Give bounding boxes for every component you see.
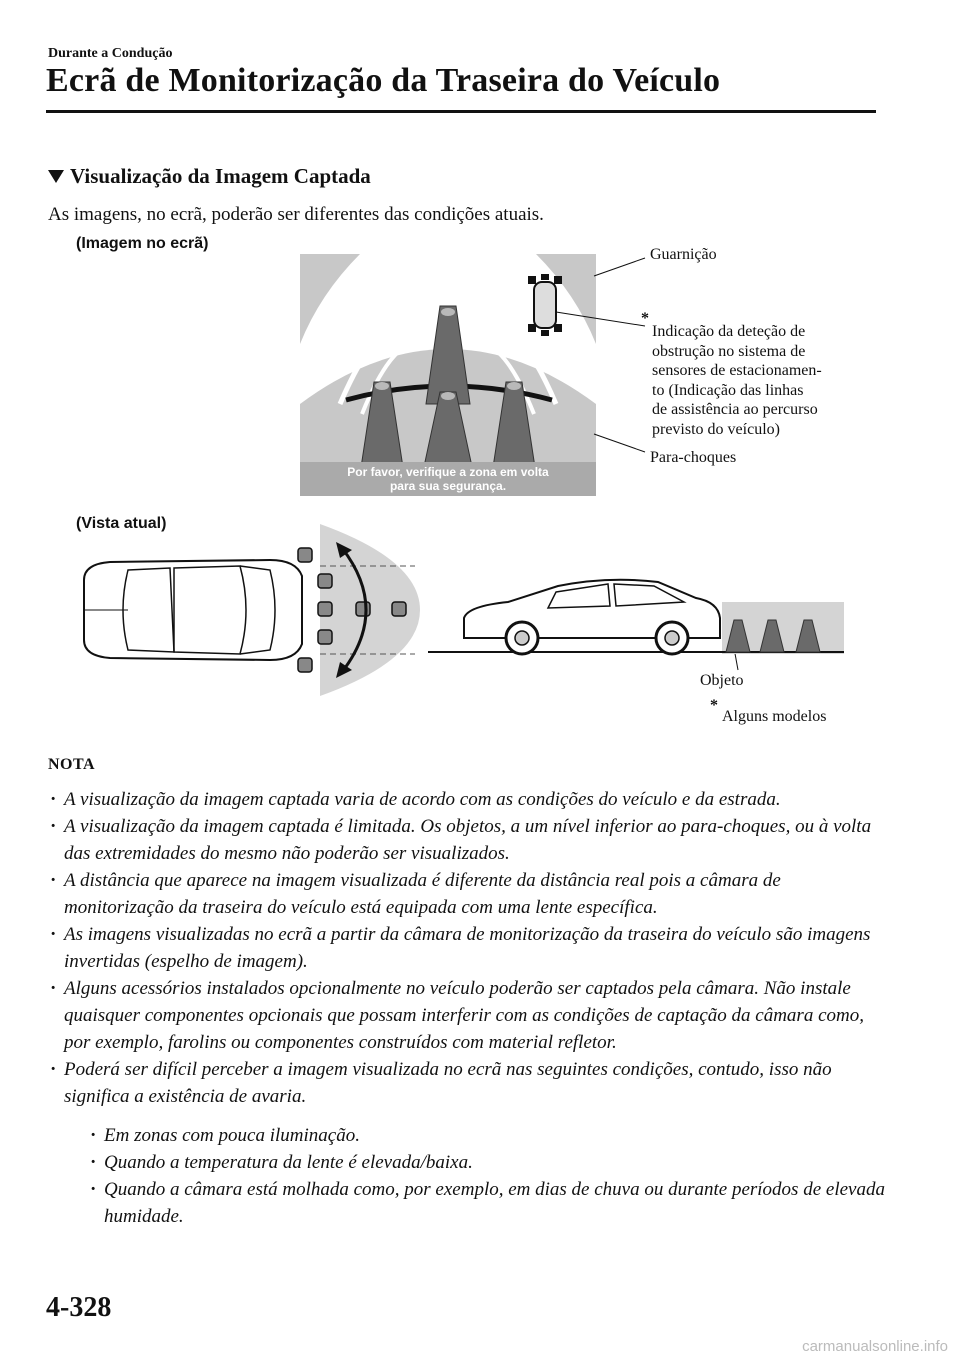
car-top-view-icon	[84, 560, 302, 660]
page-number: 4-328	[46, 1292, 112, 1323]
section-label: Durante a Condução	[48, 46, 173, 61]
callout-indicacao-line: de assistência ao percurso	[652, 401, 818, 418]
object-cones	[726, 620, 820, 652]
figure-view-label: (Vista atual)	[76, 515, 167, 532]
callout-guarnicao: Guarnição	[650, 246, 717, 263]
top-view-illustration	[70, 520, 430, 700]
nota-item: · A distância que aparece na imagem visualizada é diferente da distância real pois a câmara de monitorização da traseira do veículo está equipada com uma lente específica.	[48, 867, 888, 921]
callout-indicacao-line: to (Indicação das linhas	[652, 381, 804, 399]
side-view-illustration	[428, 568, 848, 668]
figure-screen-label: (Imagem no ecrã)	[76, 235, 209, 252]
nota-list	[48, 786, 888, 1230]
nota-heading: NOTA	[48, 756, 96, 773]
callout-objeto: Objeto	[700, 672, 744, 689]
asterisk-icon: *	[641, 310, 649, 327]
callout-indicacao-line: Indicação da deteção de	[652, 323, 806, 340]
page-title: Ecrã de Monitorização da Traseira do Veículo	[46, 62, 721, 99]
nota-subitem: · Quando a temperatura da lente é elevada/baixa.	[88, 1149, 888, 1176]
nota-item: · As imagens visualizadas no ecrã a partir da câmara de monitorização da traseira do veículo são imagens invertidas (espelho de imagem).	[48, 921, 888, 975]
watermark: carmanualsonline.info	[802, 1338, 948, 1355]
nota-item: · A visualização da imagem captada é limitada. Os objetos, a um nível inferior ao para-choques, ou à volta das extremidades do mesmo não poderão ser visualizados.	[48, 813, 888, 867]
nota-item: · A visualização da imagem captada varia de acordo com as condições do veículo e da estrada.	[48, 786, 888, 813]
nota-item: · Poderá ser difícil perceber a imagem visualizada no ecrã nas seguintes condições, contudo, isso não significa a existência de avaria.	[48, 1056, 888, 1110]
footnote-alguns-modelos: Alguns modelos	[722, 708, 827, 725]
callout-indicacao-line: sensores de estacionamen-	[652, 362, 822, 379]
nota-subitem: · Quando a câmara está molhada como, por exemplo, em dias de chuva ou durante períodos de elevada humidade.	[88, 1176, 888, 1230]
nota-subitem: · Em zonas com pouca iluminação.	[88, 1122, 888, 1149]
asterisk-icon: *	[710, 697, 718, 714]
screen-message-line2: para sua segurança.	[389, 479, 507, 493]
callout-indicacao-line: obstrução no sistema de	[652, 342, 806, 360]
nota-item: · Alguns acessórios instalados opcionalmente no veículo poderão ser captados pela câmara. Não instale quaisquer componentes opcionais que possam interferir com as condições de captação da câmara como, por exemplo, farolins ou componentes construídos com material refletor.	[48, 975, 888, 1056]
subheading-text: Visualização da Imagem Captada	[70, 164, 371, 188]
car-side-view-icon	[464, 580, 720, 654]
callout-indicacao-line: previsto do veículo)	[652, 420, 780, 438]
screen-message-line1: Por favor, verifique a zona em volta	[347, 465, 549, 479]
intro-text: As imagens, no ecrã, poderão ser diferentes das condições atuais.	[48, 204, 544, 225]
callout-indicacao	[652, 322, 822, 439]
callout-para-choques: Para-choques	[650, 449, 737, 466]
nota-sublist	[48, 1122, 888, 1230]
